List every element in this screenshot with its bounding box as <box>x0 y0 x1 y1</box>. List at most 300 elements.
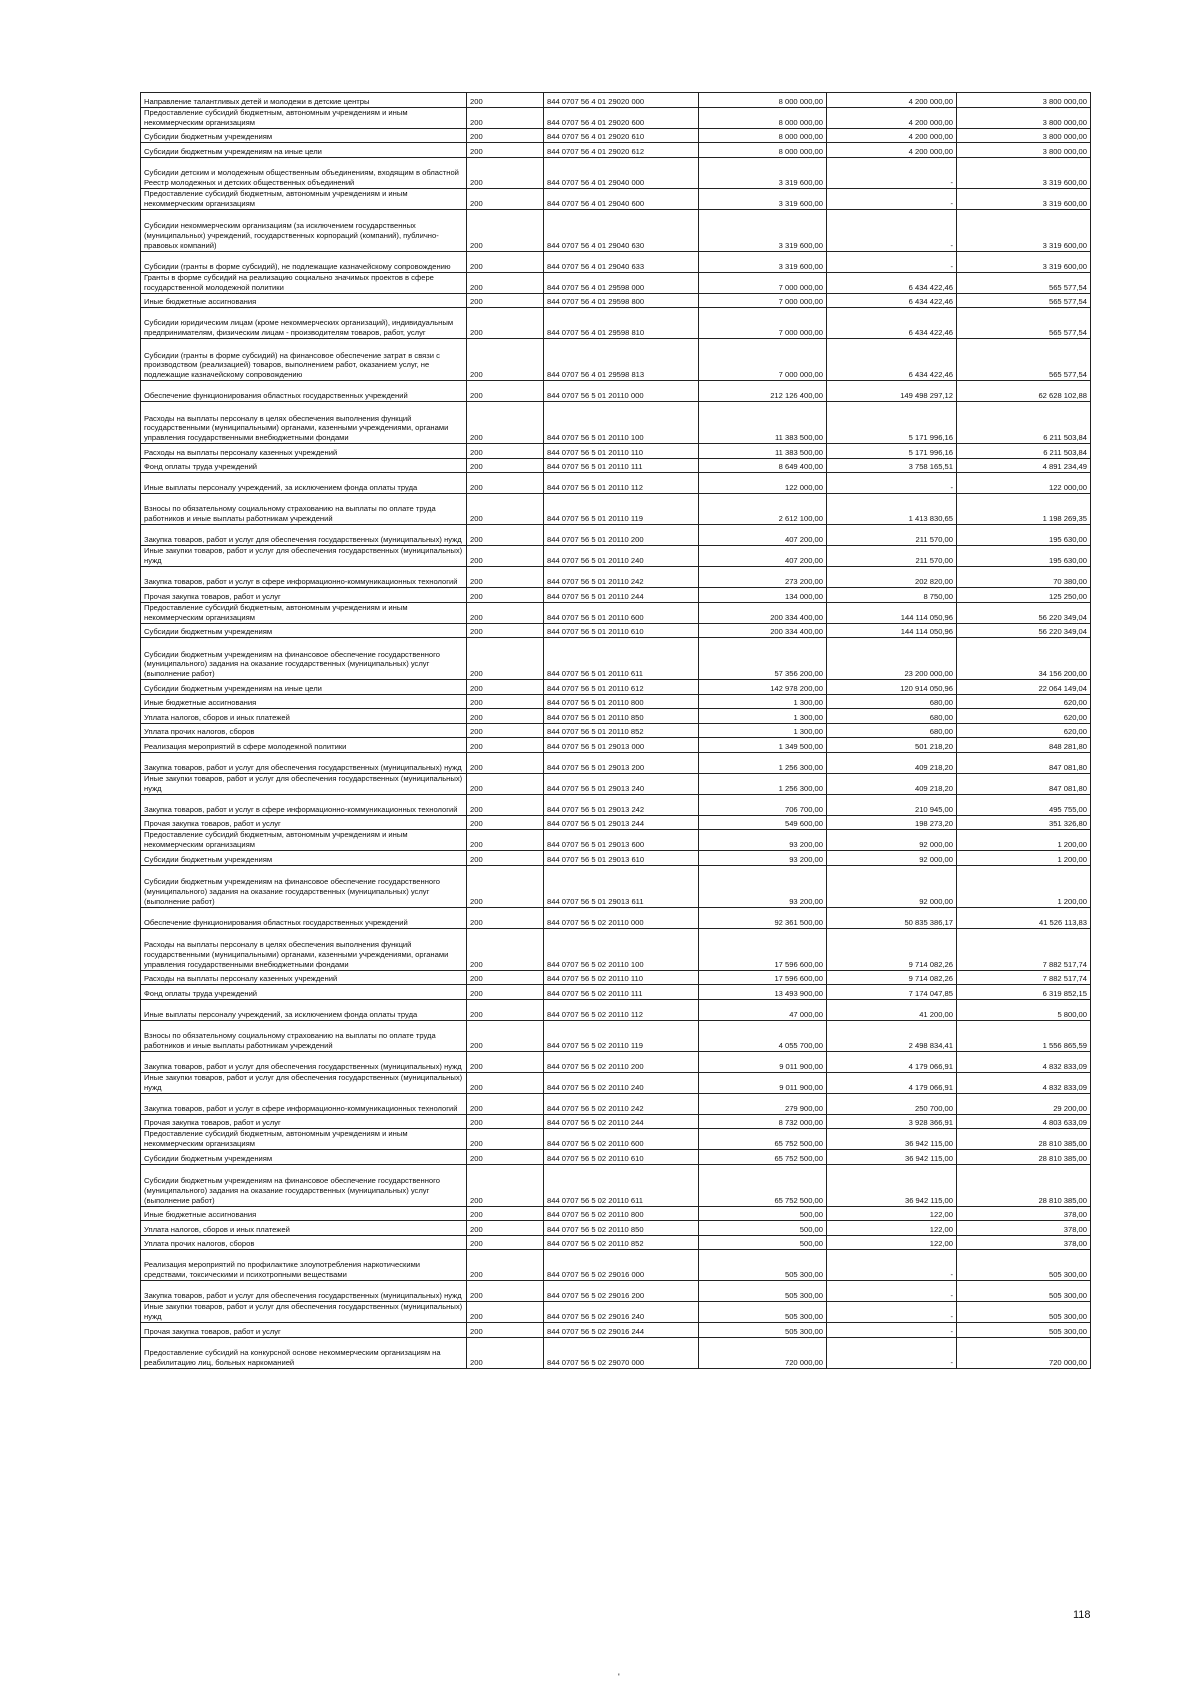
row-executed-cell: 36 942 115,00 <box>827 1129 957 1150</box>
row-name-cell: Взносы по обязательному социальному страхованию на выплаты по оплате труда работников и иные выплаты работникам учреждений <box>141 1020 467 1051</box>
row-name-cell: Фонд оплаты труда учреждений <box>141 985 467 1000</box>
row-line-code-cell: 200 <box>467 339 544 381</box>
row-approved-cell: 212 126 400,00 <box>699 381 827 402</box>
table-row <box>141 251 1091 272</box>
table-row <box>141 444 1091 459</box>
table-row <box>141 1206 1091 1221</box>
row-name-cell: Иные закупки товаров, работ и услуг для обеспечения государственных (муниципальных) нужд <box>141 1302 467 1323</box>
table-row <box>141 1323 1091 1338</box>
row-name-cell: Предоставление субсидий бюджетным, автономным учреждениям и иным некоммерческим организациям <box>141 602 467 623</box>
table-row <box>141 623 1091 638</box>
table-row <box>141 567 1091 588</box>
row-approved-cell: 3 319 600,00 <box>699 251 827 272</box>
row-unexecuted-cell: 122 000,00 <box>957 473 1091 494</box>
row-executed-cell: 4 179 066,91 <box>827 1051 957 1072</box>
row-line-code-cell: 200 <box>467 773 544 794</box>
table-row <box>141 1221 1091 1236</box>
row-kbk-cell: 844 0707 56 5 02 20110 611 <box>544 1164 699 1206</box>
row-executed-cell: 3 928 366,91 <box>827 1114 957 1129</box>
row-approved-cell: 505 300,00 <box>699 1250 827 1281</box>
row-unexecuted-cell: 4 891 234,49 <box>957 458 1091 473</box>
row-name-cell: Предоставление субсидий бюджетным, автономным учреждениям и иным некоммерческим организациям <box>141 107 467 128</box>
row-line-code-cell: 200 <box>467 928 544 970</box>
row-line-code-cell: 200 <box>467 251 544 272</box>
row-executed-cell: 2 498 834,41 <box>827 1020 957 1051</box>
row-kbk-cell: 844 0707 56 5 02 20110 850 <box>544 1221 699 1236</box>
row-unexecuted-cell: 3 800 000,00 <box>957 128 1091 143</box>
table-row <box>141 1235 1091 1250</box>
row-kbk-cell: 844 0707 56 5 01 20110 000 <box>544 381 699 402</box>
row-executed-cell: - <box>827 251 957 272</box>
row-unexecuted-cell: 1 200,00 <box>957 830 1091 851</box>
row-executed-cell: 501 218,20 <box>827 738 957 753</box>
row-unexecuted-cell: 6 211 503,84 <box>957 402 1091 444</box>
row-kbk-cell: 844 0707 56 5 02 20110 610 <box>544 1150 699 1165</box>
row-name-cell: Закупка товаров, работ и услуг для обеспечения государственных (муниципальных) нужд <box>141 752 467 773</box>
row-approved-cell: 122 000,00 <box>699 473 827 494</box>
row-line-code-cell: 200 <box>467 999 544 1020</box>
row-approved-cell: 500,00 <box>699 1221 827 1236</box>
row-executed-cell: 149 498 297,12 <box>827 381 957 402</box>
row-line-code-cell: 200 <box>467 723 544 738</box>
row-kbk-cell: 844 0707 56 5 01 20110 242 <box>544 567 699 588</box>
row-approved-cell: 17 596 600,00 <box>699 928 827 970</box>
row-approved-cell: 47 000,00 <box>699 999 827 1020</box>
row-unexecuted-cell: 62 628 102,88 <box>957 381 1091 402</box>
row-name-cell: Субсидии некоммерческим организациям (за исключением государственных (муниципальных) учреждений, государственных корпораций (компаний), публично-правовых компаний) <box>141 209 467 251</box>
row-line-code-cell: 200 <box>467 907 544 928</box>
row-line-code-cell: 200 <box>467 473 544 494</box>
row-kbk-cell: 844 0707 56 5 01 20110 800 <box>544 694 699 709</box>
row-name-cell: Иные закупки товаров, работ и услуг для обеспечения государственных (муниципальных) нужд <box>141 1072 467 1093</box>
row-name-cell: Предоставление субсидий бюджетным, автономным учреждениям и иным некоммерческим организациям <box>141 830 467 851</box>
row-unexecuted-cell: 620,00 <box>957 694 1091 709</box>
row-kbk-cell: 844 0707 56 5 01 29013 611 <box>544 865 699 907</box>
row-kbk-cell: 844 0707 56 5 01 29013 240 <box>544 773 699 794</box>
row-executed-cell: 5 171 996,16 <box>827 444 957 459</box>
row-kbk-cell: 844 0707 56 4 01 29040 000 <box>544 157 699 188</box>
table-row <box>141 928 1091 970</box>
row-name-cell: Прочая закупка товаров, работ и услуг <box>141 1114 467 1129</box>
table-row <box>141 209 1091 251</box>
row-line-code-cell: 200 <box>467 1221 544 1236</box>
table-row <box>141 525 1091 546</box>
row-approved-cell: 93 200,00 <box>699 851 827 866</box>
row-approved-cell: 142 978 200,00 <box>699 680 827 695</box>
row-unexecuted-cell: 5 800,00 <box>957 999 1091 1020</box>
row-name-cell: Иные выплаты персоналу учреждений, за исключением фонда оплаты труда <box>141 473 467 494</box>
row-unexecuted-cell: 1 198 269,35 <box>957 494 1091 525</box>
row-approved-cell: 505 300,00 <box>699 1302 827 1323</box>
row-executed-cell: 6 434 422,46 <box>827 308 957 339</box>
row-unexecuted-cell: 56 220 349,04 <box>957 602 1091 623</box>
row-kbk-cell: 844 0707 56 5 01 20110 610 <box>544 623 699 638</box>
row-approved-cell: 8 000 000,00 <box>699 107 827 128</box>
row-executed-cell: 41 200,00 <box>827 999 957 1020</box>
row-approved-cell: 4 055 700,00 <box>699 1020 827 1051</box>
row-kbk-cell: 844 0707 56 5 01 20110 612 <box>544 680 699 695</box>
table-row <box>141 1337 1091 1368</box>
row-kbk-cell: 844 0707 56 5 02 20110 112 <box>544 999 699 1020</box>
row-name-cell: Субсидии бюджетным учреждениям <box>141 623 467 638</box>
row-line-code-cell: 200 <box>467 143 544 158</box>
row-kbk-cell: 844 0707 56 5 01 20110 611 <box>544 638 699 680</box>
row-executed-cell: 202 820,00 <box>827 567 957 588</box>
table-row <box>141 157 1091 188</box>
table-row <box>141 1129 1091 1150</box>
table-row <box>141 1051 1091 1072</box>
table-row <box>141 458 1091 473</box>
row-executed-cell: 4 200 000,00 <box>827 107 957 128</box>
row-line-code-cell: 200 <box>467 602 544 623</box>
table-row <box>141 907 1091 928</box>
row-line-code-cell: 200 <box>467 293 544 308</box>
row-executed-cell: 1 413 830,65 <box>827 494 957 525</box>
row-line-code-cell: 200 <box>467 402 544 444</box>
row-name-cell: Закупка товаров, работ и услуг в сфере информационно-коммуникационных технологий <box>141 567 467 588</box>
row-executed-cell: 6 434 422,46 <box>827 272 957 293</box>
row-unexecuted-cell: 195 630,00 <box>957 546 1091 567</box>
row-unexecuted-cell: 3 800 000,00 <box>957 107 1091 128</box>
row-line-code-cell: 200 <box>467 970 544 985</box>
row-approved-cell: 720 000,00 <box>699 1337 827 1368</box>
row-name-cell: Иные бюджетные ассигнования <box>141 293 467 308</box>
row-executed-cell: 144 114 050,96 <box>827 602 957 623</box>
row-approved-cell: 8 649 400,00 <box>699 458 827 473</box>
row-unexecuted-cell: 620,00 <box>957 709 1091 724</box>
table-row <box>141 830 1091 851</box>
row-unexecuted-cell: 125 250,00 <box>957 588 1091 603</box>
row-line-code-cell: 200 <box>467 830 544 851</box>
table-row <box>141 473 1091 494</box>
scan-mark: ' <box>618 1672 620 1682</box>
row-kbk-cell: 844 0707 56 5 02 20110 100 <box>544 928 699 970</box>
row-line-code-cell: 200 <box>467 1235 544 1250</box>
row-name-cell: Субсидии бюджетным учреждениям на иные цели <box>141 680 467 695</box>
row-unexecuted-cell: 1 200,00 <box>957 851 1091 866</box>
row-line-code-cell: 200 <box>467 1072 544 1093</box>
row-kbk-cell: 844 0707 56 5 01 29013 000 <box>544 738 699 753</box>
row-line-code-cell: 200 <box>467 444 544 459</box>
table-row <box>141 381 1091 402</box>
budget-report-sheet <box>140 92 1090 1369</box>
table-row <box>141 752 1091 773</box>
table-row <box>141 638 1091 680</box>
table-row <box>141 128 1091 143</box>
row-approved-cell: 500,00 <box>699 1206 827 1221</box>
row-approved-cell: 1 300,00 <box>699 709 827 724</box>
row-unexecuted-cell: 7 882 517,74 <box>957 970 1091 985</box>
row-name-cell: Реализация мероприятий в сфере молодежной политики <box>141 738 467 753</box>
table-row <box>141 1072 1091 1093</box>
row-executed-cell: 6 434 422,46 <box>827 339 957 381</box>
row-line-code-cell: 200 <box>467 128 544 143</box>
row-kbk-cell: 844 0707 56 5 02 29016 000 <box>544 1250 699 1281</box>
table-row <box>141 999 1091 1020</box>
row-line-code-cell: 200 <box>467 107 544 128</box>
row-kbk-cell: 844 0707 56 5 01 20110 100 <box>544 402 699 444</box>
row-kbk-cell: 844 0707 56 4 01 29598 000 <box>544 272 699 293</box>
row-name-cell: Обеспечение функционирования областных государственных учреждений <box>141 907 467 928</box>
row-kbk-cell: 844 0707 56 5 02 29070 000 <box>544 1337 699 1368</box>
row-unexecuted-cell: 1 200,00 <box>957 865 1091 907</box>
row-approved-cell: 3 319 600,00 <box>699 209 827 251</box>
row-line-code-cell: 200 <box>467 381 544 402</box>
row-line-code-cell: 200 <box>467 1020 544 1051</box>
row-name-cell: Иные выплаты персоналу учреждений, за исключением фонда оплаты труда <box>141 999 467 1020</box>
row-name-cell: Прочая закупка товаров, работ и услуг <box>141 1323 467 1338</box>
table-row <box>141 93 1091 108</box>
row-unexecuted-cell: 620,00 <box>957 723 1091 738</box>
row-executed-cell: 680,00 <box>827 694 957 709</box>
table-row <box>141 339 1091 381</box>
row-unexecuted-cell: 378,00 <box>957 1235 1091 1250</box>
row-unexecuted-cell: 505 300,00 <box>957 1302 1091 1323</box>
row-unexecuted-cell: 195 630,00 <box>957 525 1091 546</box>
row-name-cell: Субсидии детским и молодежным общественным объединениям, входящим в областной Реестр молодежных и детских общественных объединений <box>141 157 467 188</box>
row-kbk-cell: 844 0707 56 5 01 20110 240 <box>544 546 699 567</box>
row-name-cell: Расходы на выплаты персоналу в целях обеспечения выполнения функций государственными (муниципальными) органами, казенными учреждениями, органами управления государственными внебюджетными фондами <box>141 928 467 970</box>
row-approved-cell: 407 200,00 <box>699 546 827 567</box>
table-row <box>141 1164 1091 1206</box>
row-executed-cell: 4 200 000,00 <box>827 93 957 108</box>
row-name-cell: Субсидии бюджетным учреждениям <box>141 128 467 143</box>
row-executed-cell: 4 179 066,91 <box>827 1072 957 1093</box>
row-approved-cell: 279 900,00 <box>699 1093 827 1114</box>
row-executed-cell: 409 218,20 <box>827 752 957 773</box>
row-name-cell: Расходы на выплаты персоналу казенных учреждений <box>141 970 467 985</box>
row-executed-cell: 211 570,00 <box>827 546 957 567</box>
row-approved-cell: 1 256 300,00 <box>699 773 827 794</box>
table-row <box>141 293 1091 308</box>
row-approved-cell: 200 334 400,00 <box>699 602 827 623</box>
row-approved-cell: 549 600,00 <box>699 815 827 830</box>
row-name-cell: Направление талантливых детей и молодежи в детские центры <box>141 93 467 108</box>
row-executed-cell: 7 174 047,85 <box>827 985 957 1000</box>
row-unexecuted-cell: 565 577,54 <box>957 293 1091 308</box>
table-row <box>141 851 1091 866</box>
row-kbk-cell: 844 0707 56 5 01 20110 119 <box>544 494 699 525</box>
row-approved-cell: 93 200,00 <box>699 830 827 851</box>
row-name-cell: Субсидии бюджетным учреждениям на финансовое обеспечение государственного (муниципального) задания на оказание государственных (муниципальных) услуг (выполнение работ) <box>141 865 467 907</box>
row-name-cell: Субсидии бюджетным учреждениям <box>141 1150 467 1165</box>
row-approved-cell: 92 361 500,00 <box>699 907 827 928</box>
row-line-code-cell: 200 <box>467 1164 544 1206</box>
row-executed-cell: 120 914 050,96 <box>827 680 957 695</box>
row-name-cell: Расходы на выплаты персоналу казенных учреждений <box>141 444 467 459</box>
table-row <box>141 143 1091 158</box>
row-name-cell: Субсидии (гранты в форме субсидий), не подлежащие казначейскому сопровождению <box>141 251 467 272</box>
row-approved-cell: 8 732 000,00 <box>699 1114 827 1129</box>
table-row <box>141 602 1091 623</box>
row-kbk-cell: 844 0707 56 5 02 20110 852 <box>544 1235 699 1250</box>
row-unexecuted-cell: 70 380,00 <box>957 567 1091 588</box>
row-unexecuted-cell: 7 882 517,74 <box>957 928 1091 970</box>
row-unexecuted-cell: 565 577,54 <box>957 339 1091 381</box>
row-line-code-cell: 200 <box>467 1206 544 1221</box>
table-row <box>141 546 1091 567</box>
row-approved-cell: 57 356 200,00 <box>699 638 827 680</box>
row-unexecuted-cell: 3 319 600,00 <box>957 188 1091 209</box>
table-row <box>141 865 1091 907</box>
row-kbk-cell: 844 0707 56 5 02 20110 110 <box>544 970 699 985</box>
row-kbk-cell: 844 0707 56 5 01 20110 111 <box>544 458 699 473</box>
row-name-cell: Закупка товаров, работ и услуг для обеспечения государственных (муниципальных) нужд <box>141 1281 467 1302</box>
row-kbk-cell: 844 0707 56 5 02 20110 111 <box>544 985 699 1000</box>
row-approved-cell: 8 000 000,00 <box>699 93 827 108</box>
row-approved-cell: 1 256 300,00 <box>699 752 827 773</box>
row-name-cell: Иные бюджетные ассигнования <box>141 694 467 709</box>
row-unexecuted-cell: 505 300,00 <box>957 1281 1091 1302</box>
row-line-code-cell: 200 <box>467 815 544 830</box>
row-line-code-cell: 200 <box>467 1129 544 1150</box>
row-name-cell: Закупка товаров, работ и услуг в сфере информационно-коммуникационных технологий <box>141 1093 467 1114</box>
row-kbk-cell: 844 0707 56 5 01 20110 244 <box>544 588 699 603</box>
row-kbk-cell: 844 0707 56 5 02 20110 240 <box>544 1072 699 1093</box>
row-unexecuted-cell: 22 064 149,04 <box>957 680 1091 695</box>
row-line-code-cell: 200 <box>467 1150 544 1165</box>
row-name-cell: Прочая закупка товаров, работ и услуг <box>141 588 467 603</box>
row-executed-cell: - <box>827 157 957 188</box>
row-executed-cell: 92 000,00 <box>827 851 957 866</box>
row-kbk-cell: 844 0707 56 4 01 29040 600 <box>544 188 699 209</box>
row-name-cell: Предоставление субсидий бюджетным, автономным учреждениям и иным некоммерческим организациям <box>141 1129 467 1150</box>
row-executed-cell: - <box>827 188 957 209</box>
row-line-code-cell: 200 <box>467 1337 544 1368</box>
table-row <box>141 1093 1091 1114</box>
row-kbk-cell: 844 0707 56 4 01 29040 633 <box>544 251 699 272</box>
row-executed-cell: 122,00 <box>827 1206 957 1221</box>
row-unexecuted-cell: 28 810 385,00 <box>957 1129 1091 1150</box>
table-row <box>141 738 1091 753</box>
row-kbk-cell: 844 0707 56 4 01 29598 800 <box>544 293 699 308</box>
row-kbk-cell: 844 0707 56 5 02 20110 200 <box>544 1051 699 1072</box>
row-approved-cell: 134 000,00 <box>699 588 827 603</box>
row-unexecuted-cell: 6 211 503,84 <box>957 444 1091 459</box>
row-approved-cell: 9 011 900,00 <box>699 1072 827 1093</box>
row-approved-cell: 407 200,00 <box>699 525 827 546</box>
row-approved-cell: 3 319 600,00 <box>699 157 827 188</box>
row-kbk-cell: 844 0707 56 5 02 29016 240 <box>544 1302 699 1323</box>
row-approved-cell: 706 700,00 <box>699 794 827 815</box>
row-line-code-cell: 200 <box>467 1093 544 1114</box>
table-row <box>141 188 1091 209</box>
row-unexecuted-cell: 3 800 000,00 <box>957 93 1091 108</box>
row-line-code-cell: 200 <box>467 1114 544 1129</box>
row-line-code-cell: 200 <box>467 93 544 108</box>
table-row <box>141 1250 1091 1281</box>
table-row <box>141 970 1091 985</box>
row-executed-cell: 210 945,00 <box>827 794 957 815</box>
row-name-cell: Субсидии бюджетным учреждениям на финансовое обеспечение государственного (муниципального) задания на оказание государственных (муниципальных) услуг (выполнение работ) <box>141 638 467 680</box>
row-name-cell: Уплата прочих налогов, сборов <box>141 1235 467 1250</box>
table-row <box>141 815 1091 830</box>
row-name-cell: Субсидии юридическим лицам (кроме некоммерческих организаций), индивидуальным предпринимателям, физическим лицам - производителям товаров, работ, услуг <box>141 308 467 339</box>
row-kbk-cell: 844 0707 56 4 01 29020 610 <box>544 128 699 143</box>
row-unexecuted-cell: 28 810 385,00 <box>957 1164 1091 1206</box>
row-line-code-cell: 200 <box>467 985 544 1000</box>
row-name-cell: Предоставление субсидий на конкурсной основе некоммерческим организациям на реабилитацию лиц, больных наркоманией <box>141 1337 467 1368</box>
row-approved-cell: 65 752 500,00 <box>699 1150 827 1165</box>
row-approved-cell: 1 300,00 <box>699 694 827 709</box>
row-name-cell: Субсидии бюджетным учреждениям на финансовое обеспечение государственного (муниципального) задания на оказание государственных (муниципальных) услуг (выполнение работ) <box>141 1164 467 1206</box>
row-executed-cell: 680,00 <box>827 709 957 724</box>
row-line-code-cell: 200 <box>467 272 544 293</box>
row-executed-cell: 36 942 115,00 <box>827 1164 957 1206</box>
row-kbk-cell: 844 0707 56 5 01 20110 112 <box>544 473 699 494</box>
row-executed-cell: 122,00 <box>827 1221 957 1236</box>
row-kbk-cell: 844 0707 56 4 01 29020 612 <box>544 143 699 158</box>
row-approved-cell: 3 319 600,00 <box>699 188 827 209</box>
row-line-code-cell: 200 <box>467 1051 544 1072</box>
row-line-code-cell: 200 <box>467 865 544 907</box>
table-row <box>141 694 1091 709</box>
row-unexecuted-cell: 1 556 865,59 <box>957 1020 1091 1051</box>
row-name-cell: Уплата налогов, сборов и иных платежей <box>141 1221 467 1236</box>
row-kbk-cell: 844 0707 56 4 01 29598 810 <box>544 308 699 339</box>
row-executed-cell: 250 700,00 <box>827 1093 957 1114</box>
row-executed-cell: 23 200 000,00 <box>827 638 957 680</box>
table-row <box>141 1020 1091 1051</box>
row-executed-cell: 92 000,00 <box>827 865 957 907</box>
row-unexecuted-cell: 4 803 633,09 <box>957 1114 1091 1129</box>
row-unexecuted-cell: 3 319 600,00 <box>957 209 1091 251</box>
row-line-code-cell: 200 <box>467 794 544 815</box>
table-row <box>141 272 1091 293</box>
row-executed-cell: 5 171 996,16 <box>827 402 957 444</box>
row-unexecuted-cell: 847 081,80 <box>957 752 1091 773</box>
row-line-code-cell: 200 <box>467 1281 544 1302</box>
row-unexecuted-cell: 351 326,80 <box>957 815 1091 830</box>
row-unexecuted-cell: 720 000,00 <box>957 1337 1091 1368</box>
table-row <box>141 680 1091 695</box>
row-unexecuted-cell: 3 800 000,00 <box>957 143 1091 158</box>
row-approved-cell: 500,00 <box>699 1235 827 1250</box>
row-name-cell: Расходы на выплаты персоналу в целях обеспечения выполнения функций государственными (муниципальными) органами, казенными учреждениями, органами управления государственными внебюджетными фондами <box>141 402 467 444</box>
row-approved-cell: 17 596 600,00 <box>699 970 827 985</box>
row-name-cell: Взносы по обязательному социальному страхованию на выплаты по оплате труда работников и иные выплаты работникам учреждений <box>141 494 467 525</box>
row-unexecuted-cell: 565 577,54 <box>957 272 1091 293</box>
row-approved-cell: 11 383 500,00 <box>699 402 827 444</box>
table-row <box>141 494 1091 525</box>
row-approved-cell: 505 300,00 <box>699 1323 827 1338</box>
row-line-code-cell: 200 <box>467 525 544 546</box>
row-executed-cell: 9 714 082,26 <box>827 970 957 985</box>
row-unexecuted-cell: 6 319 852,15 <box>957 985 1091 1000</box>
row-unexecuted-cell: 847 081,80 <box>957 773 1091 794</box>
row-kbk-cell: 844 0707 56 5 01 29013 600 <box>544 830 699 851</box>
row-kbk-cell: 844 0707 56 5 01 29013 610 <box>544 851 699 866</box>
row-line-code-cell: 200 <box>467 308 544 339</box>
row-executed-cell: - <box>827 209 957 251</box>
row-line-code-cell: 200 <box>467 1323 544 1338</box>
row-kbk-cell: 844 0707 56 5 02 20110 244 <box>544 1114 699 1129</box>
row-line-code-cell: 200 <box>467 709 544 724</box>
row-kbk-cell: 844 0707 56 5 02 20110 800 <box>544 1206 699 1221</box>
row-line-code-cell: 200 <box>467 752 544 773</box>
table-row <box>141 402 1091 444</box>
row-kbk-cell: 844 0707 56 4 01 29020 600 <box>544 107 699 128</box>
row-kbk-cell: 844 0707 56 5 01 20110 200 <box>544 525 699 546</box>
row-line-code-cell: 200 <box>467 1302 544 1323</box>
row-unexecuted-cell: 4 832 833,09 <box>957 1051 1091 1072</box>
row-name-cell: Обеспечение функционирования областных государственных учреждений <box>141 381 467 402</box>
row-executed-cell: 122,00 <box>827 1235 957 1250</box>
row-approved-cell: 1 349 500,00 <box>699 738 827 753</box>
row-executed-cell: 3 758 165,51 <box>827 458 957 473</box>
row-executed-cell: - <box>827 1302 957 1323</box>
row-line-code-cell: 200 <box>467 694 544 709</box>
